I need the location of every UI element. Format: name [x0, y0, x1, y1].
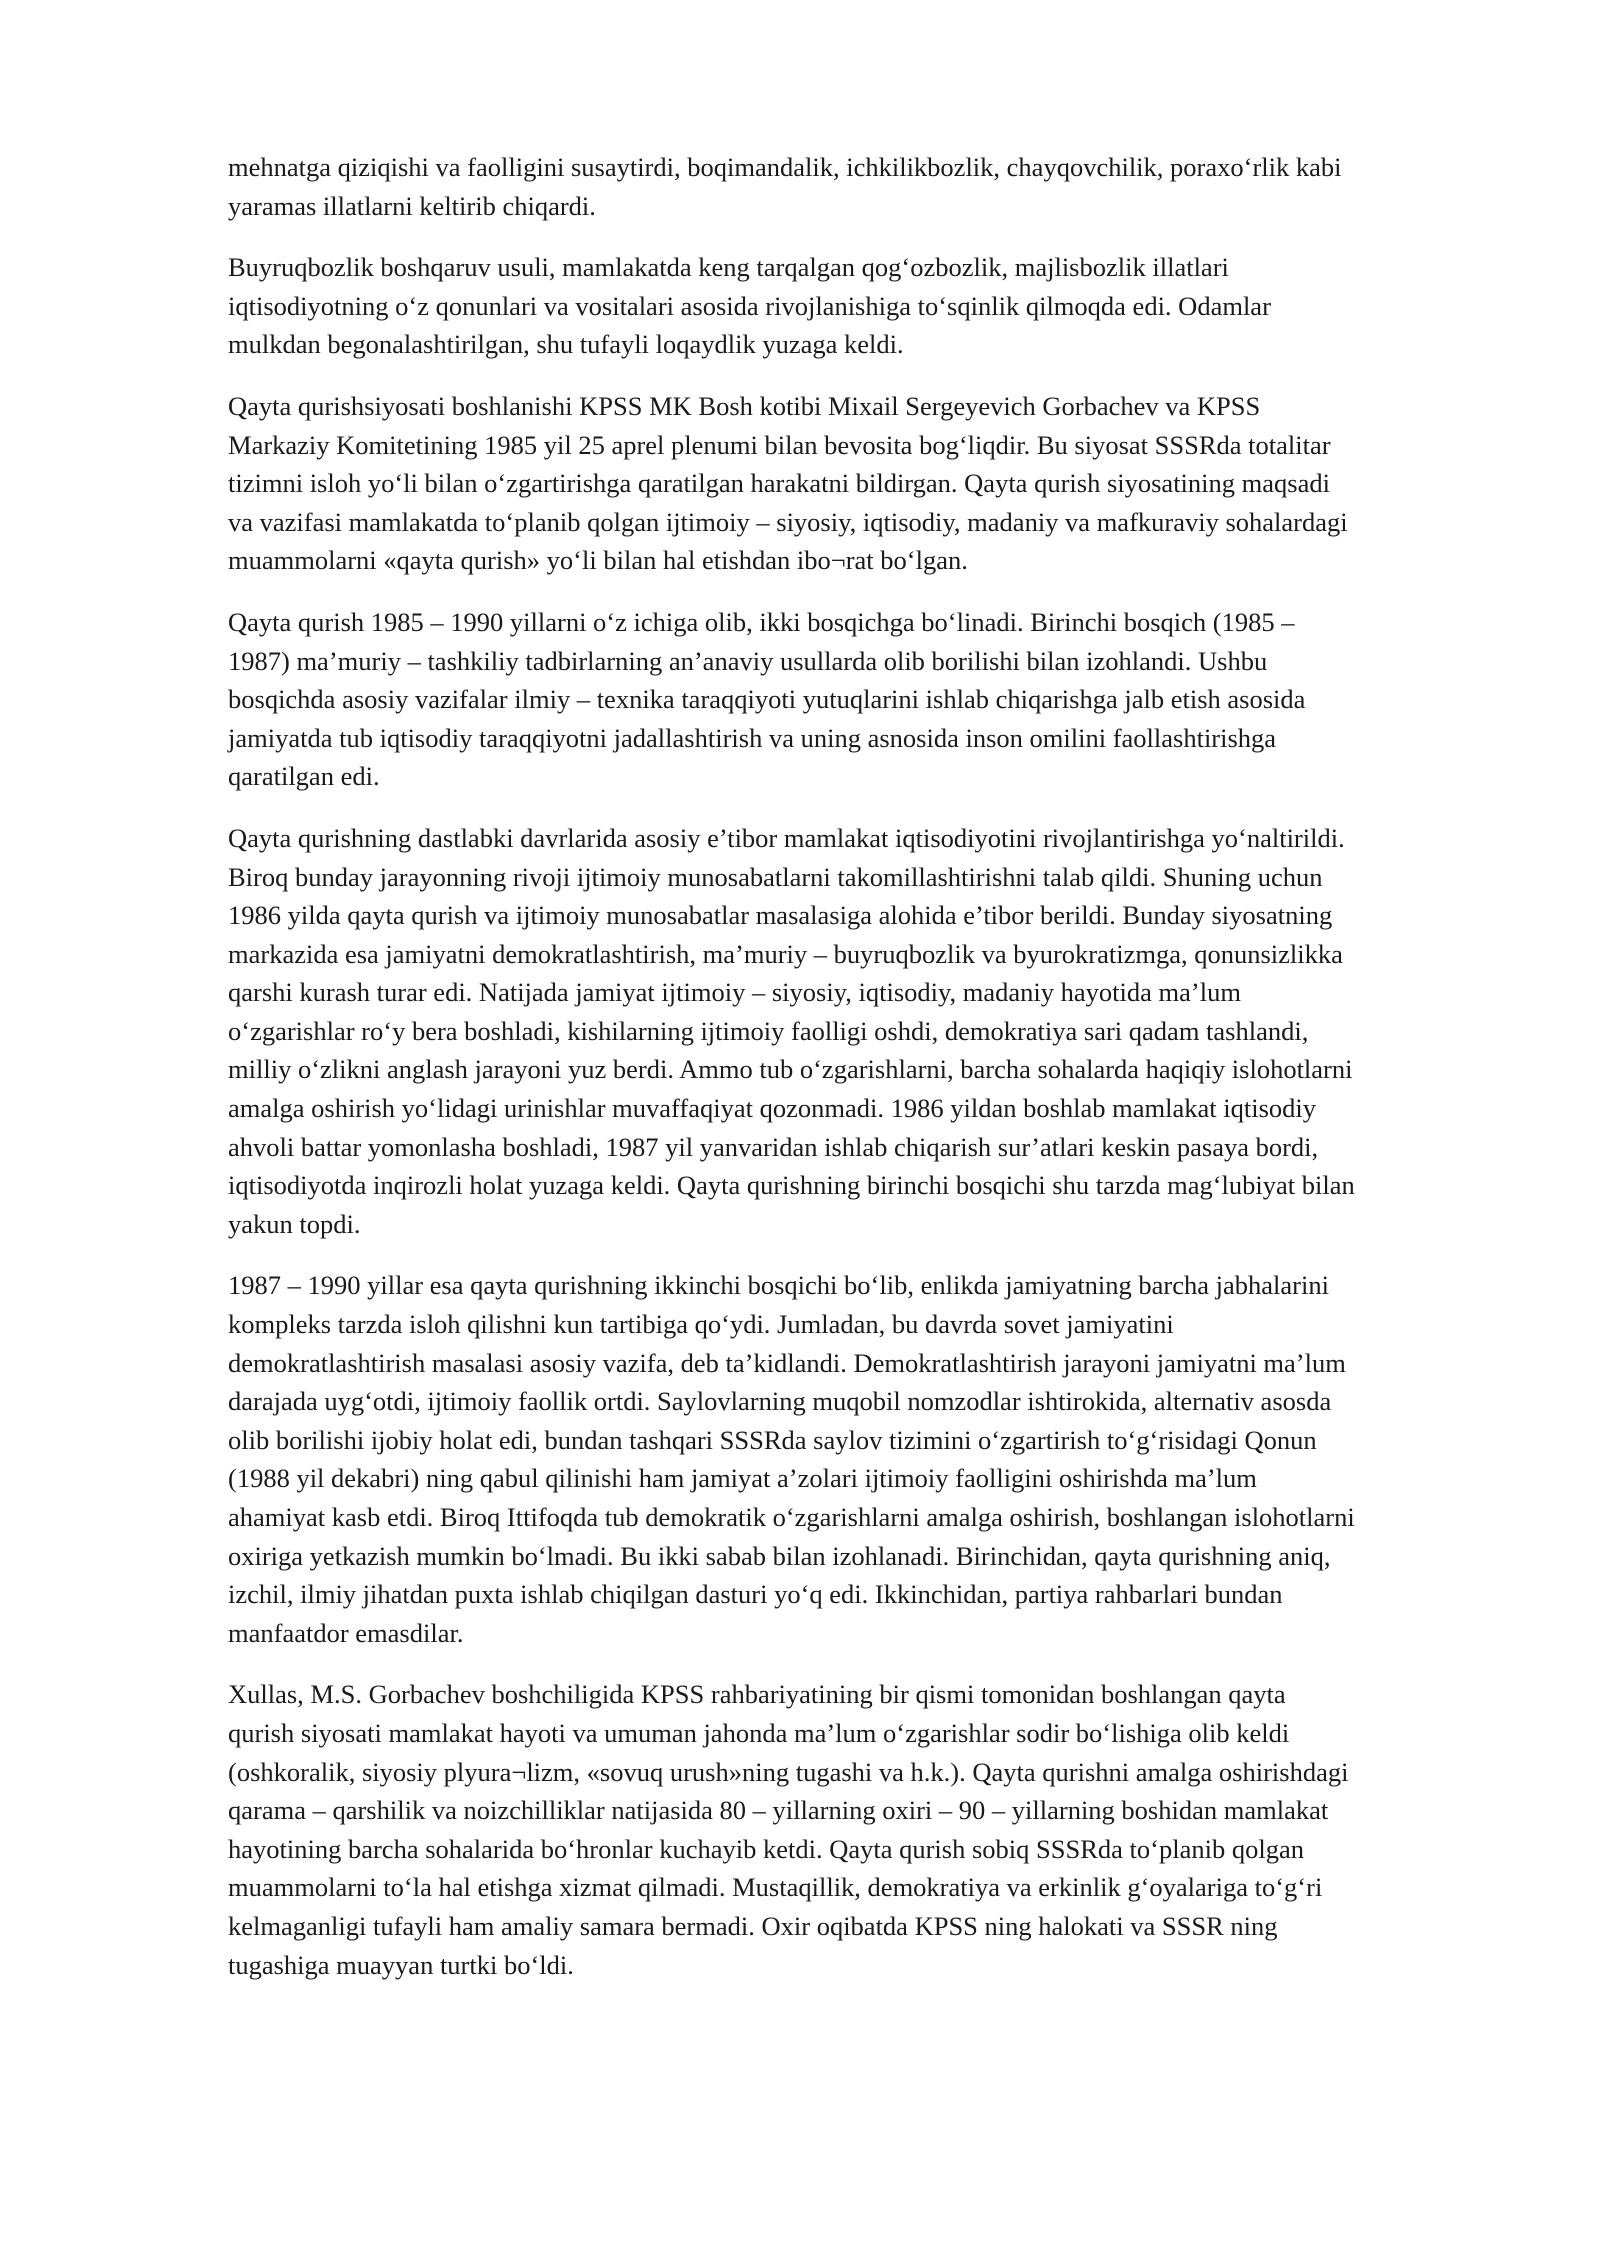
text-line: jamiyatda tub iqtisodiy taraqqiyotni jadallashtirish va uning asnosida inson omilini faollashtirishga [228, 722, 1277, 753]
paragraph-5 [228, 819, 1490, 1244]
text-line: 1987) ma’muriy – tashkiliy tadbirlarning an’anaviy usullarda olib borilishi bilan izohlandi. Ushbu [228, 645, 1268, 676]
text-line: Qayta qurishning dastlabki davrlarida asosiy e’tibor mamlakat iqtisodiyotini rivojlantirishga yo‘naltirildi. [228, 822, 1345, 853]
text-line: kelmaganligi tufayli ham amaliy samara bermadi. Oxir oqibatda KPSS ning halokati va SSSR ning [228, 1910, 1278, 1941]
paragraph-1 [228, 148, 1490, 225]
paragraph-4 [228, 603, 1490, 796]
text-line: amalga oshirish yo‘lidagi urinishlar muvaffaqiyat qozonmadi. 1986 yildan boshlab mamlakat iqtisodiy [228, 1093, 1317, 1124]
text-line: markazida esa jamiyatni demokratlashtirish, ma’muriy – buyruqbozlik va byurokratizmga, qonunsizlikka [228, 938, 1343, 969]
paragraph-3 [228, 387, 1490, 580]
text-line: muammolarni «qayta qurish» yo‘li bilan hal etishdan ibo¬rat bo‘lgan. [228, 545, 968, 576]
text-line: qaratilgan edi. [228, 761, 380, 792]
text-line: Qayta qurish 1985 – 1990 yillarni o‘z ichiga olib, ikki bosqichga bo‘linadi. Birinchi bosqich (1985 – [228, 606, 1295, 637]
text-line: Buyruqbozlik boshqaruv usuli, mamlakatda keng tarqalgan qog‘ozbozlik, majlisbozlik illatlari [228, 252, 1229, 283]
text-line: iqtisodiyotda inqirozli holat yuzaga keldi. Qayta qurishning birinchi bosqichi shu tarzda mag‘lubiyat bilan [228, 1170, 1355, 1201]
text-line: tizimni isloh yo‘li bilan o‘zgartirishga qaratilgan harakatni bildirgan. Qayta qurish siyosatining maqsadi [228, 468, 1330, 499]
text-line: yaramas illatlarni keltirib chiqardi. [228, 190, 596, 221]
text-line: o‘zgarishlar ro‘y bera boshladi, kishilarning ijtimoiy faolligi oshdi, demokratiya sari qadam tashlandi, [228, 1015, 1309, 1046]
text-line: (1988 yil dekabri) ning qabul qilinishi ham jamiyat a’zolari ijtimoiy faolligini oshirishda ma’lum [228, 1463, 1257, 1494]
text-line: bosqichda asosiy vazifalar ilmiy – texnika taraqqiyoti yutuqlarini ishlab chiqarishga jalb etish asosida [228, 684, 1306, 715]
text-line: muammolarni to‘la hal etishga xizmat qilmadi. Mustaqillik, demokratiya va erkinlik g‘oyalariga to‘g‘ri [228, 1872, 1323, 1903]
text-line: olib borilishi ijobiy holat edi, bundan tashqari SSSRda saylov tizimini o‘zgartirish to‘g‘risidagi Qonun [228, 1424, 1317, 1455]
text-line: kompleks tarzda isloh qilishni kun tartibiga qo‘ydi. Jumladan, bu davrda sovet jamiyatini [228, 1309, 1174, 1340]
text-line: 1986 yilda qayta qurish va ijtimoiy munosabatlar masalasiga alohida e’tibor berildi. Bunday siyosatning [228, 900, 1333, 931]
text-line: 1987 – 1990 yillar esa qayta qurishning ikkinchi bosqichi bo‘lib, enlikda jamiyatning barcha jabhalarini [228, 1270, 1329, 1301]
text-line: Xullas, M.S. Gorbachev boshchiligida KPSS rahbariyatining bir qismi tomonidan boshlangan qayta [228, 1679, 1286, 1710]
text-line: qarama – qarshilik va noizchilliklar natijasida 80 – yillarning oxiri – 90 – yillarning boshidan mamlakat [228, 1795, 1329, 1826]
text-line: darajada uyg‘otdi, ijtimoiy faollik ortdi. Saylovlarning muqobil nomzodlar ishtirokida, alternativ asosda [228, 1386, 1332, 1417]
text-line: milliy o‘zlikni anglash jarayoni yuz berdi. Ammo tub o‘zgarishlarni, barcha sohalarda haqiqiy islohotlarni [228, 1054, 1353, 1085]
text-line: Biroq bunday jarayonning rivoji ijtimoiy munosabatlarni takomillashtirishni talab qildi. Shuning uchun [228, 861, 1323, 892]
paragraph-2 [228, 248, 1490, 364]
text-line: (oshkoralik, siyosiy plyura¬lizm, «sovuq urush»ning tugashi va h.k.). Qayta qurishni amalga oshirishdagi [228, 1756, 1349, 1787]
text-line: va vazifasi mamlakatda to‘planib qolgan ijtimoiy – siyosiy, iqtisodiy, madaniy va mafkuraviy sohalardagi [228, 506, 1348, 537]
text-line: manfaatdor emasdilar. [228, 1617, 464, 1648]
paragraph-7 [228, 1675, 1490, 1984]
text-line: qurish siyosati mamlakat hayoti va umuman jahonda ma’lum o‘zgarishlar sodir bo‘lishiga olib keldi [228, 1717, 1290, 1748]
text-line: oxiriga yetkazish mumkin bo‘lmadi. Bu ikki sabab bilan izohlanadi. Birinchidan, qayta qurishning aniq, [228, 1540, 1331, 1571]
text-line: ahvoli battar yomonlasha boshladi, 1987 yil yanvaridan ishlab chiqarish sur’atlari keskin pasaya bordi, [228, 1131, 1319, 1162]
text-line: mehnatga qiziqishi va faolligini susaytirdi, boqimandalik, ichkilikbozlik, chayqovchilik, poraxo‘rlik kabi [228, 152, 1342, 182]
text-line: Markaziy Komitetining 1985 yil 25 aprel plenumi bilan bevosita bog‘liqdir. Bu siyosat SSSRda totalitar [228, 429, 1331, 460]
text-line: ahamiyat kasb etdi. Biroq Ittifoqda tub demokratik o‘zgarishlarni amalga oshirish, boshlangan islohotlarni [228, 1502, 1355, 1532]
text-line: hayotining barcha sohalarida bo‘hronlar kuchayib ketdi. Qayta qurish sobiq SSSRda to‘planib qolgan [228, 1833, 1304, 1864]
paragraph-6 [228, 1266, 1490, 1652]
text-line: iqtisodiyotning o‘z qonunlari va vositalari asosida rivojlanishiga to‘sqinlik qilmoqda edi. Odamlar [228, 290, 1271, 321]
text-line: Qayta qurishsiyosati boshlanishi KPSS MK Bosh kotibi Mixail Sergeyevich Gorbachev va KPSS [228, 390, 1261, 421]
document-page [228, 148, 1490, 2007]
text-line: yakun topdi. [228, 1208, 361, 1239]
text-line: demokratlashtirish masalasi asosiy vazifa, deb ta’kidlandi. Demokratlashtirish jarayoni jamiyatni ma’lum [228, 1347, 1346, 1378]
text-line: qarshi kurash turar edi. Natijada jamiyat ijtimoiy – siyosiy, iqtisodiy, madaniy hayotida ma’lum [228, 977, 1241, 1008]
text-line: tugashiga muayyan turtki bo‘ldi. [228, 1949, 574, 1980]
text-line: mulkdan begonalashtirilgan, shu tufayli loqaydlik yuzaga keldi. [228, 329, 904, 360]
text-line: izchil, ilmiy jihatdan puxta ishlab chiqilgan dasturi yo‘q edi. Ikkinchidan, partiya rahbarlari bundan [228, 1579, 1283, 1610]
